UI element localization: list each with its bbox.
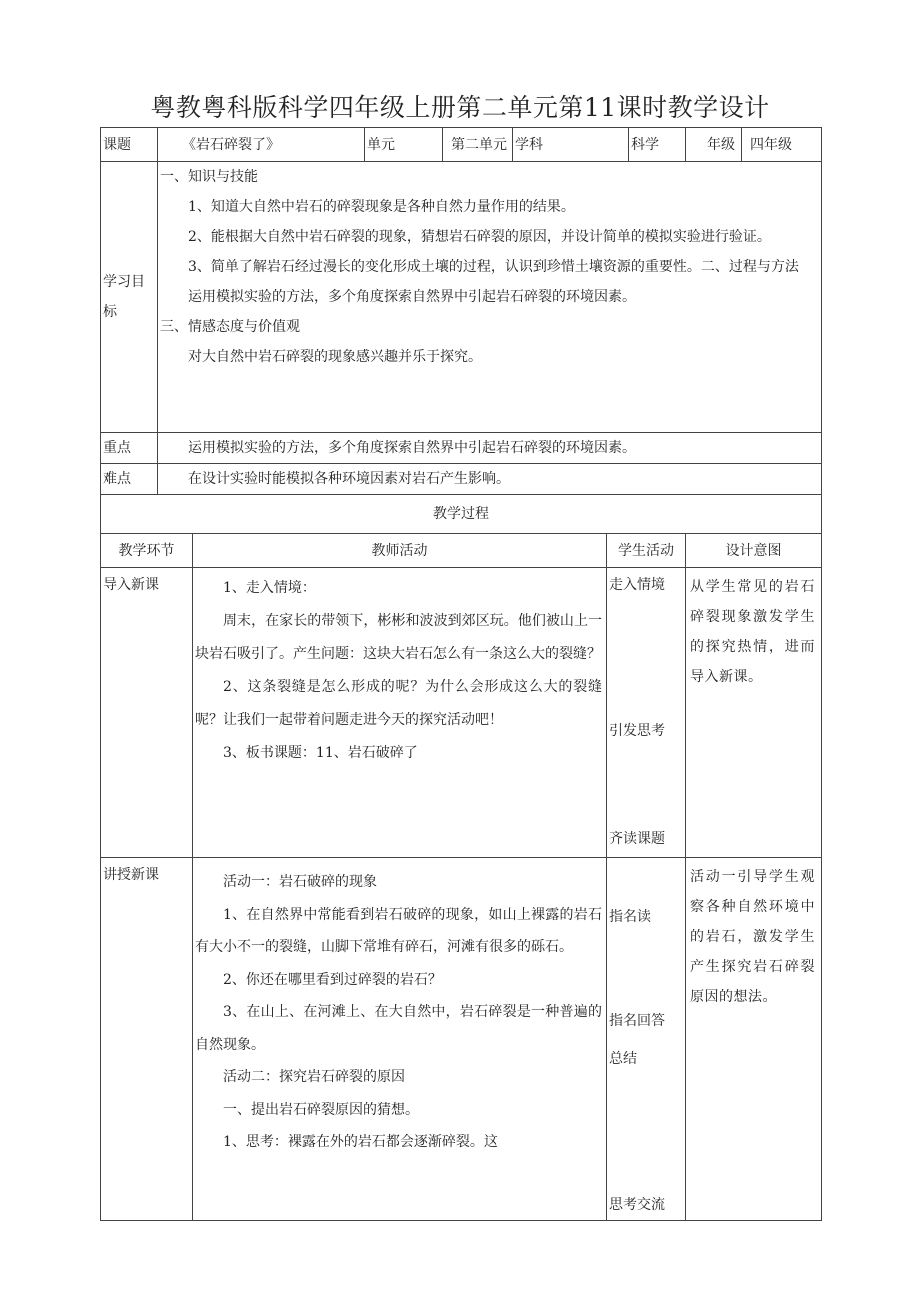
page-title: 粤教粤科版科学四年级上册第二单元第11课时教学设计: [150, 93, 770, 122]
topic-value: 《岩石碎裂了》: [158, 128, 365, 162]
lecture-student-line: 指名读: [609, 909, 651, 925]
intro-teacher-line: 2、这条裂缝是怎么形成的呢？为什么会形成这么大的裂缝呢？让我们一起带着问题走进今天的探究活动吧！: [195, 679, 602, 728]
objectives-row: [101, 162, 822, 433]
process-header-row: [101, 534, 822, 568]
lecture-stage: 讲授新课: [101, 858, 193, 1221]
intro-intent: 从学生常见的岩石碎裂现象激发学生的探究热情，进而导入新课。: [686, 568, 822, 858]
objective-line: 1、知道大自然中岩石的碎裂现象是各种自然力量作用的结果。: [188, 199, 575, 215]
lecture-student: [607, 858, 686, 1221]
lecture-teacher-line: 1、思考：裸露在外的岩石都会逐渐碎裂。这: [223, 1134, 498, 1150]
lecture-teacher-line: 1、在自然界中常能看到岩石破碎的现象，如山上裸露的岩石有大小不一的裂缝，山脚下常堆有碎石，河滩有很多的砾石。: [195, 906, 602, 955]
intro-teacher-line: 3、板书课题：11、岩石破碎了: [223, 745, 418, 761]
lecture-row: [101, 858, 822, 1221]
lecture-teacher-line: 2、你还在哪里看到过碎裂的岩石？: [223, 971, 442, 988]
objective-heading-attitude: 三、情感态度与价值观: [160, 319, 300, 335]
difficult-point-label: 难点: [101, 464, 158, 495]
objectives-content: [158, 162, 822, 433]
intro-student-line: 引发思考: [609, 723, 665, 739]
header-row: [101, 128, 822, 162]
lecture-teacher-line: 活动二：探究岩石碎裂的原因: [223, 1069, 405, 1085]
grade-value: 四年级: [742, 128, 822, 162]
process-title-row: [101, 495, 822, 534]
col-teacher: 教师活动: [193, 534, 607, 568]
objectives-label-line2: 标: [103, 304, 117, 320]
process-title: 教学过程: [101, 495, 822, 534]
col-intent: 设计意图: [686, 534, 822, 568]
objectives-label: [101, 162, 158, 433]
intro-teacher: [193, 568, 607, 858]
lecture-student-line: 指名回答: [609, 1013, 665, 1029]
unit-value: 第二单元: [443, 128, 513, 162]
col-stage: 教学环节: [101, 534, 193, 568]
intro-row: [101, 568, 822, 858]
subject-label: 学科: [513, 128, 629, 162]
objective-heading-knowledge: 一、知识与技能: [160, 169, 258, 185]
intro-teacher-line: 周末，在家长的带领下，彬彬和波波到郊区玩。他们被山上一块岩石吸引了。产生问题：这块大岩石怎么有一条这么大的裂缝？: [195, 613, 602, 662]
subject-value: 科学: [629, 128, 686, 162]
unit-label: 单元: [365, 128, 443, 162]
intro-student-line: 走入情境: [609, 577, 665, 593]
lecture-intent: 活动一引导学生观察各种自然环境中的岩石，激发学生产生探究岩石碎裂原因的想法。: [686, 858, 822, 1221]
intro-student-line: 齐读课题: [609, 831, 665, 847]
difficult-point-row: [101, 464, 822, 495]
lecture-teacher-line: 3、在山上、在河滩上、在大自然中，岩石碎裂是一种普遍的自然现象。: [195, 1004, 602, 1053]
topic-label: 课题: [101, 128, 158, 162]
objectives-label-line1: 学习目: [103, 274, 145, 290]
key-point-text: 运用模拟实验的方法，多个角度探索自然界中引起岩石碎裂的环境因素。: [158, 433, 822, 464]
objective-line: 3、简单了解岩石经过漫长的变化形成土壤的过程，认识到珍惜土壤资源的重要性。二、过程与方法: [188, 259, 799, 275]
lecture-student-line: 思考交流: [609, 1197, 665, 1213]
objective-line: 对大自然中岩石碎裂的现象感兴趣并乐于探究。: [188, 349, 482, 365]
difficult-point-text: 在设计实验时能模拟各种环境因素对岩石产生影响。: [158, 464, 822, 495]
grade-label: 年级: [686, 128, 742, 162]
lecture-teacher-line: 活动一：岩石破碎的现象: [223, 874, 377, 890]
objective-line: 运用模拟实验的方法，多个角度探索自然界中引起岩石碎裂的环境因素。: [188, 289, 636, 305]
intro-stage: 导入新课: [101, 568, 193, 858]
intro-teacher-line: 1、走入情境：: [223, 580, 316, 596]
lecture-teacher-line: 一、提出岩石碎裂原因的猜想。: [223, 1101, 419, 1118]
intro-student: [607, 568, 686, 858]
col-student: 学生活动: [607, 534, 686, 568]
lecture-student-line: 总结: [609, 1051, 637, 1067]
key-point-row: [101, 433, 822, 464]
lecture-teacher: [193, 858, 607, 1221]
lesson-plan-table: [100, 127, 822, 1221]
key-point-label: 重点: [101, 433, 158, 464]
objective-line: 2、能根据大自然中岩石碎裂的现象，猜想岩石碎裂的原因，并设计简单的模拟实验进行验证。: [188, 229, 771, 245]
